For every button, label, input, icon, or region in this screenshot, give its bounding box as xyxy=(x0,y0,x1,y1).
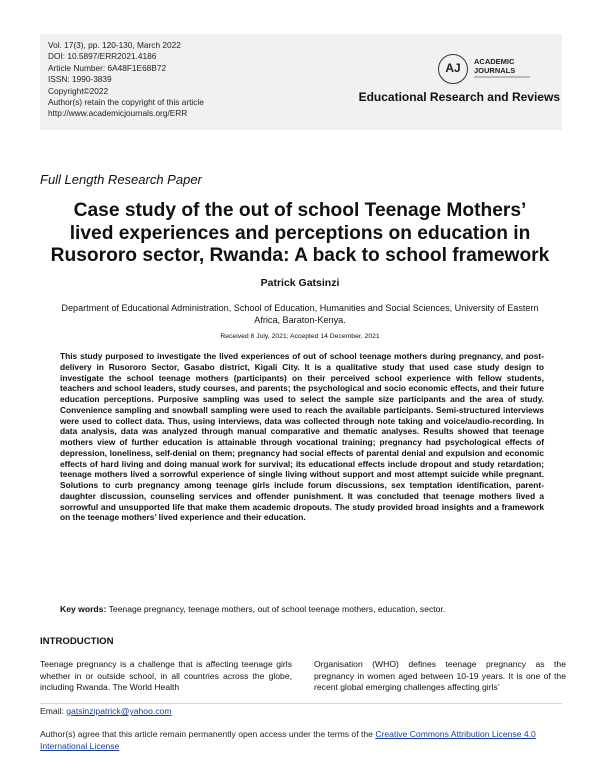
article-metadata xyxy=(48,40,204,120)
aj-logo-icon: AJ xyxy=(438,54,468,84)
license-notice xyxy=(40,729,562,752)
academic-journals-logo xyxy=(438,54,548,94)
license-text: Author(s) agree that this article remain permanently open access under the terms of the xyxy=(40,729,373,739)
article-type: Full Length Research Paper xyxy=(40,172,202,187)
journal-name: Educational Research and Reviews xyxy=(358,90,560,104)
keywords-label: Key words: xyxy=(60,604,107,614)
email-link[interactable]: gatsinzipatrick@yahoo.com xyxy=(66,706,172,716)
introduction-heading: INTRODUCTION xyxy=(40,636,114,647)
meta-url: http://www.academicjournals.org/ERR xyxy=(48,108,188,119)
intro-column-right: Organisation (WHO) defines teenage pregnancy as the pregnancy in women aged between 10-19 years. It is one of the recent global emerging challenges affecting girls’ xyxy=(314,659,566,693)
abstract: This study purposed to investigate the lived experiences of out of school teenage mothers during pregnancy, and post-delivery in Rusororo Sector, Gasabo district, Kigali City. It is a qualitative study that used case study design to investigate the school teenage mothers (participants) on their perceived school experience with fellow students, teachers and school leaders, study courses, and parents; the psychological and socio economic effects, and their future education perceptions. Purposive sampling was used to select the sample size participants and the area of study. Convenience sampling and snowball sampling were used to reach the available participants. Semi-structured interviews were used to collect data. Thus, using interviews, data was collected through note taking and voice/audio-recording. In data analysis, data was analyzed through manual comparative and thematic analyses. Results showed that teenage mothers view of further education is attainable through vocational training; pregnancy had psychological effects of depression, loneliness, self-denial on them; pregnancy had social effects of parental denial and expulsion and economic effects of hard living and doing manual work for survival; its educational effects include dropout and study retardation; teenage mothers lived a sorrowful experience of single living without support and most attempt suicide while pregnant. Solutions to curb pregnancy among teenage girls include forum discussions, sex temptation identification, parent-daughter discussion, counseling services and offender punishment. It was concluded that teenage mothers lived a sorrowful and unsupported life that make them academic dropouts. The study provided broad insights and a framework on the teenage mothers’ lived experience and their education. xyxy=(60,351,544,523)
meta-article-number: Article Number: 6A48F1E68B72 xyxy=(48,62,167,73)
keywords-list: Teenage pregnancy, teenage mothers, out of school teenage mothers, education, sector. xyxy=(108,604,446,614)
author-affiliation: Department of Educational Administration, School of Education, Humanities and Social Sciences, University of Eastern Africa, Baraton-Kenya. xyxy=(61,303,539,325)
intro-column-left: Teenage pregnancy is a challenge that is affecting teenage girls whether in or outside school, in all countries across the globe, including Rwanda. The World Health xyxy=(40,659,292,693)
keywords xyxy=(60,604,544,614)
meta-rights: Author(s) retain the copyright of this article xyxy=(48,97,204,108)
meta-copyright: Copyright©2022 xyxy=(48,85,109,96)
footnote-divider xyxy=(40,703,562,704)
article-title: Case study of the out of school Teenage Mothers’ lived experiences and perceptions on education in Rusororo sector, Rwanda: A back to school framework xyxy=(50,200,550,266)
meta-issn: ISSN: 1990-3839 xyxy=(48,74,112,85)
corresponding-email xyxy=(40,706,172,716)
author-name: Patrick Gatsinzi xyxy=(260,277,340,289)
email-label: Email: xyxy=(40,706,64,716)
meta-volume: Vol. 17(3), pp. 120-130, March 2022 xyxy=(48,40,181,50)
journal-header xyxy=(40,34,562,130)
meta-doi: DOI: 10.5897/ERR2021.4186 xyxy=(48,51,157,62)
license-link[interactable]: Creative Commons Attribution License 4.0 International License xyxy=(40,729,536,751)
logo-wordmark: ACADEMIC JOURNALS xyxy=(474,57,516,75)
received-accepted-dates: Received 8 July, 2021; Accepted 14 December, 2021 xyxy=(220,333,380,340)
logo-tagline-bar xyxy=(474,76,530,78)
